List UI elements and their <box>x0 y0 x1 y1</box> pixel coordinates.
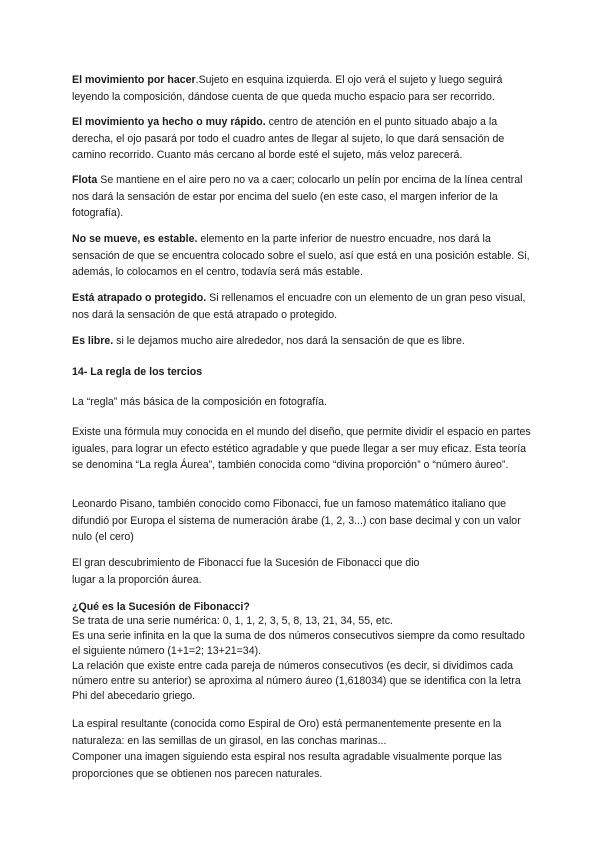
paragraph-movimiento-hecho <box>72 114 534 164</box>
term-description: Si rellenamos el encuadre con un elemento de un gran peso visual, nos dará la sensación de que está atrapado o protegido. <box>72 292 526 321</box>
term-label: El movimiento ya hecho o muy rápido. <box>72 116 266 128</box>
term-description: centro de atención en el punto situado abajo a la derecha, el ojo pasará por todo el cuadro antes de llegar al sujeto, lo que dará sensación de camino recorrido. Cuanto más cercano al borde esté el sujeto, más veloz parecerá. <box>72 116 505 161</box>
term-label: El movimiento por hacer <box>72 74 196 86</box>
fibonacci-series-line: Se trata de una serie numérica: 0, 1, 1, 2, 3, 5, 8, 13, 21, 34, 55, etc. <box>72 615 393 627</box>
term-description: si le dejamos mucho aire alrededor, nos dará la sensación de que es libre. <box>113 335 465 347</box>
fibonacci-sum-line: Es una serie infinita en la que la suma de dos números consecutivos siempre da como resultado el siguiente número (1+1=2; 13+21=34). <box>72 630 525 657</box>
section-heading: 14- La regla de los tercios <box>72 366 203 378</box>
paragraph-regla-aurea: Existe una fórmula muy conocida en el mundo del diseño, que permite dividir el espacio en partes iguales, para lograr un efecto estético agradable y que puede llegar a ser muy eficaz. Esta teoría se denomina “La regla Áurea”, también conocida como “divina proporción” o “número áureo”. <box>72 426 531 471</box>
term-label: Está atrapado o protegido. <box>72 292 207 304</box>
term-description: .Sujeto en esquina izquierda. El ojo verá el sujeto y luego seguirá leyendo la composición, dándose cuenta de que queda mucho espacio para ser recorrido. <box>72 74 503 103</box>
term-description: elemento en la parte inferior de nuestro encuadre, nos dará la sensación de que se encuentra colocado sobre el suelo, así que está en una posición estable. Si, además, lo colocamos en el centro, todavía será más estable. <box>72 233 530 278</box>
term-label: Flota <box>72 174 98 186</box>
paragraph-fibonacci-intro: Leonardo Pisano, también conocido como Fibonacci, fue un famoso matemático italiano que difundió por Europa el sistema de numeración árabe (1, 2, 3...) con base decimal y con un valor nulo (el cero) <box>72 498 521 543</box>
spiral-nature-line: La espiral resultante (conocida como Espiral de Oro) está permanentemente presente en la naturaleza: en las semillas de un girasol, en las conchas marinas... <box>72 718 502 747</box>
fibonacci-block <box>72 614 534 704</box>
spiral-block <box>72 716 534 782</box>
fibonacci-ratio-line: La relación que existe entre cada pareja de números consecutivos (es decir, si dividimos cada número entre su anterior) se aproxima al número áureo (1,618034) que se identifica con la letra Phi del abecedario griego. <box>72 660 521 702</box>
term-label: No se mueve, es estable. <box>72 233 198 245</box>
paragraph-regla-basica: La “regla” más básica de la composición en fotografía. <box>72 396 327 408</box>
paragraph-flota <box>72 172 534 222</box>
paragraph-fibonacci-descubrimiento <box>72 555 534 588</box>
paragraph-estable <box>72 231 534 281</box>
spiral-composition-line: Componer una imagen siguiendo esta espiral nos resulta agradable visualmente porque las proporciones que se obtienen nos parecen naturales. <box>72 751 502 780</box>
term-label: Es libre. <box>72 335 114 347</box>
fibonacci-heading: ¿Qué es la Sucesión de Fibonacci? <box>72 601 250 613</box>
paragraph-movimiento-por-hacer <box>72 72 534 105</box>
term-description: Se mantiene en el aire pero no va a caer; colocarlo un pelín por encima de la línea central nos dará la sensación de estar por encima del suelo (en este caso, el margen inferior de la fotografía). <box>72 174 523 219</box>
text-line: El gran descubrimiento de Fibonacci fue la Sucesión de Fibonacci que dio <box>72 557 420 569</box>
text-line: lugar a la proporción áurea. <box>72 573 202 586</box>
paragraph-libre <box>72 333 534 350</box>
paragraph-atrapado <box>72 290 534 323</box>
